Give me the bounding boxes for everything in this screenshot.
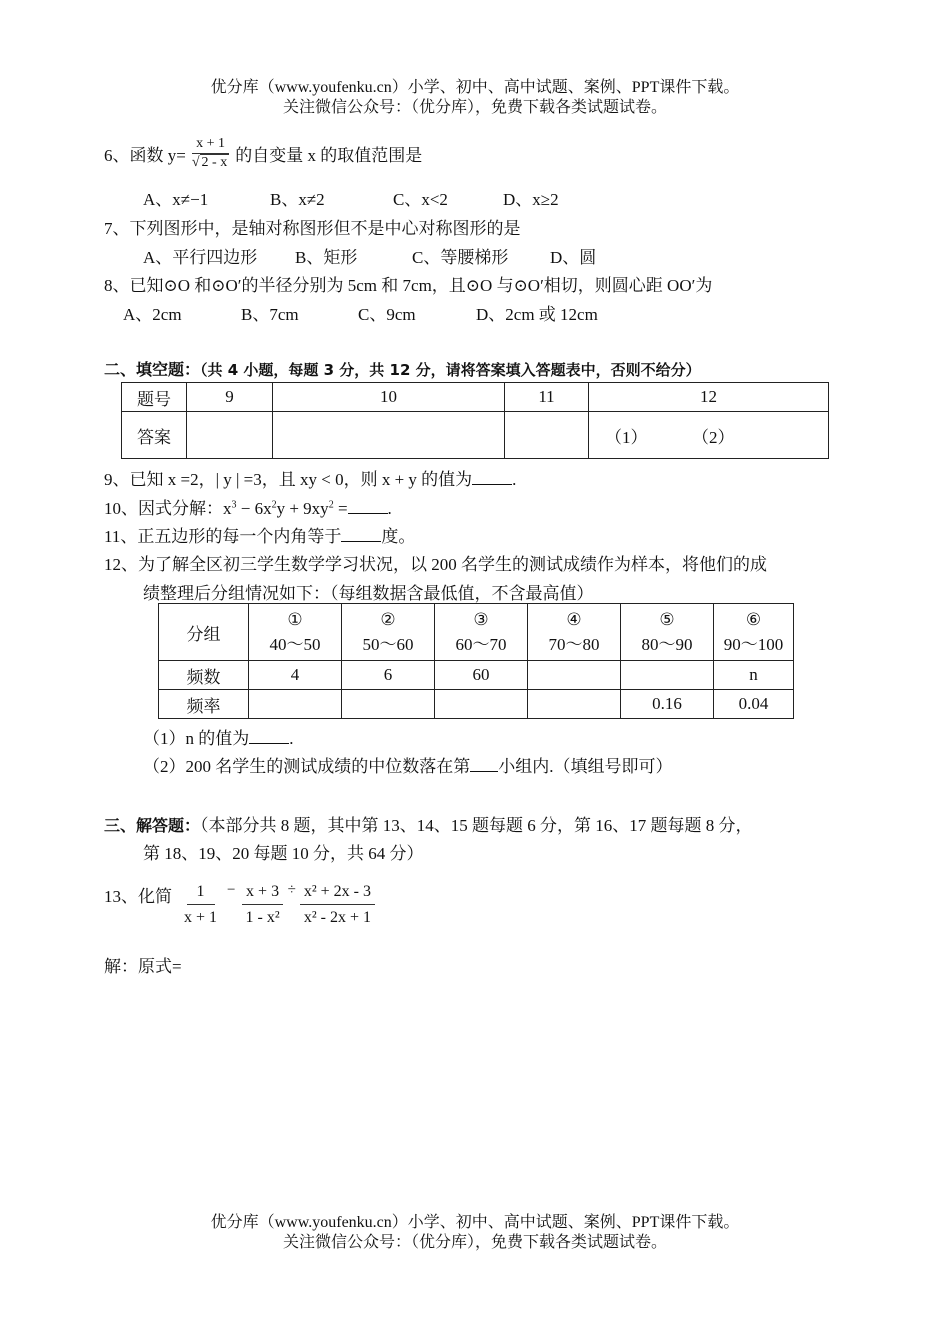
section-3-title: 三、解答题：: [104, 816, 201, 835]
group-2-range: 50～60: [362, 634, 414, 654]
answer-cell-10[interactable]: [273, 412, 505, 459]
freq-table-group-3: [435, 604, 528, 661]
rate-cell-2: [342, 690, 435, 719]
q6-radicand: 2 - x: [201, 154, 228, 170]
group-3-range: 60～70: [455, 634, 507, 654]
q8-option-b: B、7cm: [241, 305, 299, 324]
q7-option-d: D、圆: [550, 248, 597, 267]
group-4-range: 70～80: [548, 634, 600, 654]
q7-option-c: C、等腰梯形: [412, 248, 509, 267]
question-9: [104, 465, 516, 490]
group-6-range: 90～100: [723, 634, 784, 654]
q12-sub-1: [143, 724, 294, 749]
q13-f1-num: 1: [187, 880, 215, 905]
q13-f2-den: 1 - x²: [245, 909, 280, 926]
answer-table-header-10: 10: [273, 383, 505, 412]
q6-suffix: 的自变量 x 的取值范围是: [235, 145, 423, 165]
group-5-id: ⑤: [659, 609, 675, 629]
q13-f3-den: x² - 2x + 1: [303, 909, 372, 926]
question-8: 8、已知⊙O 和⊙O′的半径分别为 5cm 和 7cm，且⊙O 与⊙O′相切，则圆心距 OO′为: [104, 276, 713, 295]
q7-option-b: B、矩形: [295, 248, 358, 267]
freq-table-group-label: 分组: [159, 604, 249, 661]
q12-sub-1-end: .: [289, 729, 294, 748]
freq-table-rate-label: 频率: [159, 690, 249, 719]
rate-cell-5: 0.16: [621, 690, 714, 719]
q10-sup-3: 3: [231, 499, 237, 511]
group-3-id: ③: [473, 609, 489, 629]
q6-option-b: B、x≠2: [270, 190, 325, 209]
q6-prefix: 6、函数 y=: [104, 145, 186, 165]
q11-prefix: 11、正五边形的每一个内角等于: [104, 527, 342, 546]
q8-option-d: D、2cm 或 12cm: [476, 305, 598, 324]
q10-blank[interactable]: [348, 498, 388, 514]
group-5-range: 80～90: [641, 634, 693, 654]
freq-cell-1: 4: [249, 661, 342, 690]
q13-operator-minus: −: [227, 882, 236, 898]
question-13: [104, 880, 377, 930]
answer-12-part-2: （2）: [692, 427, 735, 447]
answer-table-row-label: 答案: [122, 412, 187, 459]
freq-table-group-1: [249, 604, 342, 661]
group-6-id: ⑥: [745, 609, 762, 629]
q11-end: 度。: [381, 527, 416, 546]
q8-option-c: C、9cm: [358, 305, 416, 324]
q13-prefix: 13、化简: [104, 887, 172, 906]
section-3-heading: [104, 811, 753, 836]
freq-cell-6: n: [714, 661, 794, 690]
q10-mid2: y + 9xy: [276, 499, 329, 518]
q6-denominator: √ 2 - x: [191, 154, 228, 170]
q7-option-a: A、平行四边形: [143, 248, 258, 267]
q9-text: 9、已知 x =2，| y | =3，且 xy < 0，则 x + y 的值为: [104, 470, 473, 489]
freq-table-group-6: [714, 604, 794, 661]
question-6: [104, 131, 422, 175]
freq-table-group-4: [528, 604, 621, 661]
question-7: 7、下列图形中，是轴对称图形但不是中心对称图形的是: [104, 219, 521, 238]
answer-table: [121, 382, 829, 459]
q11-blank[interactable]: [341, 526, 381, 542]
q6-option-d: D、x≥2: [503, 190, 559, 209]
answer-cell-11[interactable]: [505, 412, 589, 459]
footer-line-1: 优分库（www.youfenku.cn）小学、初中、高中试题、案例、PPT课件下载。: [210, 1214, 740, 1231]
q6-numerator: x + 1: [192, 135, 229, 154]
q13-fraction-1: [180, 880, 221, 931]
freq-cell-4: [528, 661, 621, 690]
q13-operator-divide: ÷: [287, 882, 296, 898]
q13-f1-den: x + 1: [184, 909, 218, 926]
q8-option-a: A、2cm: [123, 305, 182, 324]
group-1-range: 40～50: [269, 634, 321, 654]
q10-sup-2b: 2: [328, 499, 334, 511]
q6-option-a: A、x≠−1: [143, 190, 209, 209]
section-2-heading: [104, 357, 701, 380]
rate-cell-4: [528, 690, 621, 719]
rate-cell-1: [249, 690, 342, 719]
q6-fraction: [188, 135, 233, 172]
answer-table-header-label: 题号: [122, 383, 187, 412]
q12-sub-2-end: 小组内.（填组号即可）: [498, 757, 673, 776]
freq-cell-3: 60: [435, 661, 528, 690]
q10-prefix: 10、因式分解：x: [104, 499, 232, 518]
answer-12-part-1: （1）: [605, 427, 648, 447]
q13-f2-num: x + 3: [242, 880, 283, 905]
header-line-2: 关注微信公众号：（优分库），免费下载各类试题试卷。: [282, 99, 667, 116]
q12-sub-2-blank[interactable]: [470, 756, 498, 772]
group-2-id: ②: [380, 609, 396, 629]
q13-solution-start: 解：原式=: [104, 957, 182, 976]
group-4-id: ④: [566, 609, 582, 629]
section-3-note-2: 第 18、19、20 每题 10 分，共 64 分）: [143, 844, 424, 863]
q9-end: .: [512, 470, 517, 489]
q13-f3-num: x² + 2x - 3: [300, 880, 375, 905]
header-line-1: 优分库（www.youfenku.cn）小学、初中、高中试题、案例、PPT课件下载。: [210, 79, 740, 96]
answer-table-header-11: 11: [505, 383, 589, 412]
question-10: [104, 494, 392, 519]
frequency-table: [158, 603, 794, 719]
q10-sup-2a: 2: [271, 499, 277, 511]
q9-blank[interactable]: [472, 469, 512, 485]
group-1-id: ①: [287, 609, 303, 629]
freq-cell-2: 6: [342, 661, 435, 690]
q10-mid1: − 6x: [240, 499, 272, 518]
section-2-title: 二、填空题：: [104, 360, 201, 379]
question-12-line-2: 绩整理后分组情况如下：（每组数据含最低值，不含最高值）: [143, 584, 594, 603]
freq-table-group-2: [342, 604, 435, 661]
rate-cell-3: [435, 690, 528, 719]
answer-table-header-9: 9: [187, 383, 273, 412]
q12-sub-1-text: （1）n 的值为: [143, 729, 250, 748]
q12-sub-2-text: （2）200 名学生的测试成绩的中位数落在第: [143, 757, 471, 776]
answer-cell-9[interactable]: [187, 412, 273, 459]
question-12-line-1: 12、为了解全区初三学生数学学习状况，以 200 名学生的测试成绩作为样本，将他们的成: [104, 555, 767, 574]
freq-cell-5: [621, 661, 714, 690]
section-2-note: （共 4 小题，每题 3 分，共 12 分，请将答案填入答题表中，否则不给分）: [200, 361, 701, 379]
answer-cell-12[interactable]: [589, 412, 829, 459]
question-11: [104, 522, 415, 547]
q12-sub-1-blank[interactable]: [249, 728, 289, 744]
section-3-note-1: （本部分共 8 题，其中第 13、14、15 题每题 6 分，第 16、17 题每题 8 分，: [200, 816, 753, 835]
answer-table-header-12: 12: [589, 383, 829, 412]
q10-equals: =: [337, 499, 348, 518]
freq-table-freq-label: 频数: [159, 661, 249, 690]
q6-option-c: C、x<2: [393, 190, 448, 209]
q10-dot: .: [387, 499, 392, 518]
freq-table-group-5: [621, 604, 714, 661]
q13-fraction-3: [300, 880, 375, 931]
rate-cell-6: 0.04: [714, 690, 794, 719]
q13-fraction-2: [242, 880, 284, 931]
q12-sub-2: [143, 752, 673, 777]
footer-line-2: 关注微信公众号：（优分库），免费下载各类试题试卷。: [282, 1234, 667, 1251]
